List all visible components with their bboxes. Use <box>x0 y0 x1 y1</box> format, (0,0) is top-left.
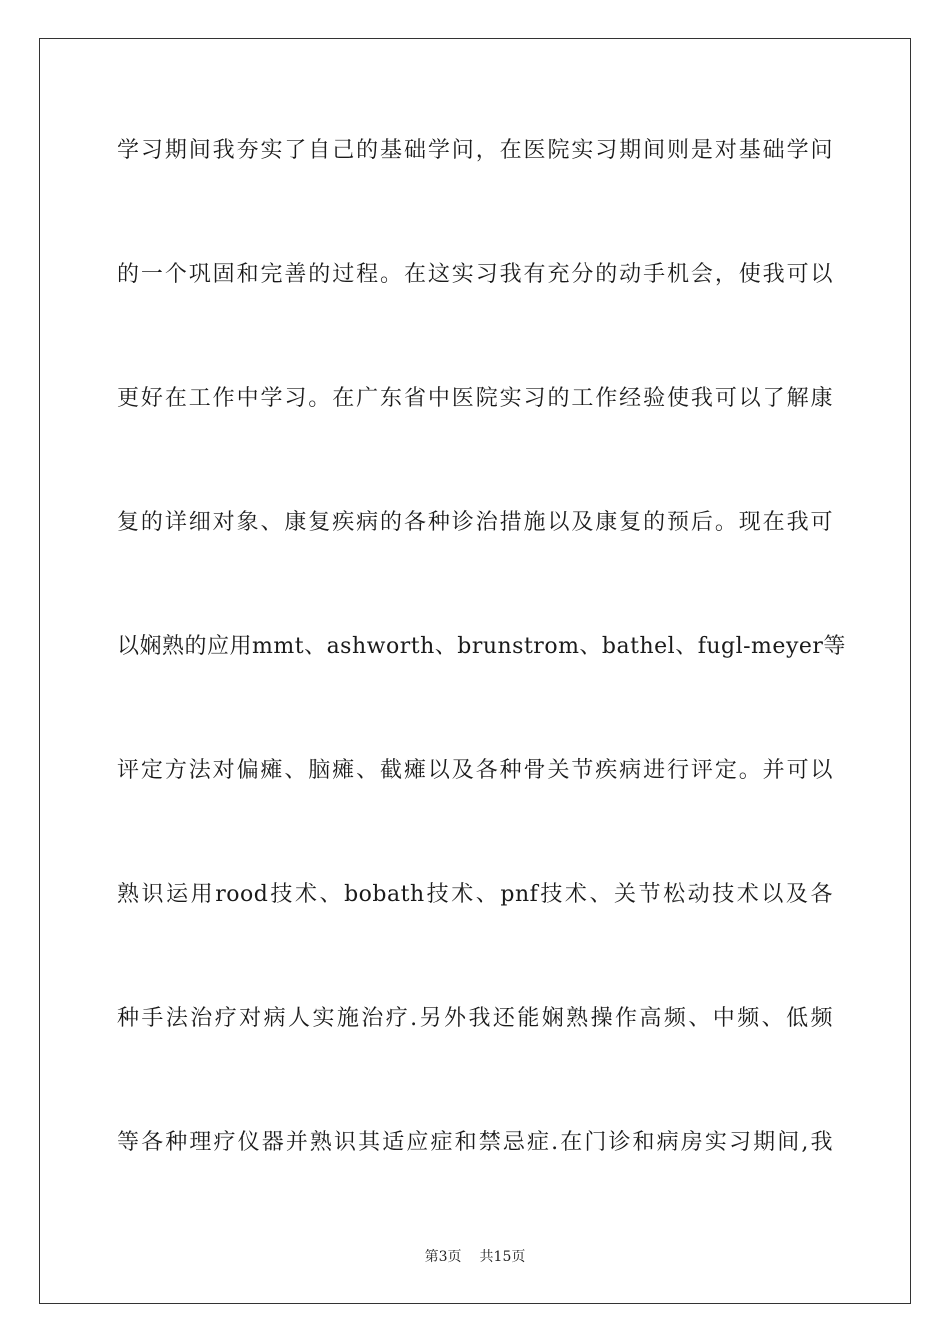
document-body <box>117 120 846 1236</box>
text-line: 以娴熟的应用mmt、ashworth、brunstrom、bathel、fugl-meyer等 <box>117 634 846 659</box>
total-pages: 共15页 <box>479 1249 526 1265</box>
text-line: 种手法治疗对病人实施治疗.另外我还能娴熟操作高频、中频、低频 <box>117 1006 833 1031</box>
text-line: 复的详细对象、康复疾病的各种诊治措施以及康复的预后。现在我可 <box>117 510 833 535</box>
text-line: 熟识运用rood技术、bobath技术、pnf技术、关节松动技术以及各 <box>117 882 833 907</box>
current-page-number: 第3页 <box>424 1249 462 1265</box>
page-footer <box>0 1246 950 1266</box>
text-line: 等各种理疗仪器并熟识其适应症和禁忌症.在门诊和病房实习期间,我 <box>117 1130 833 1155</box>
text-line: 学习期间我夯实了自己的基础学问，在医院实习期间则是对基础学问 <box>117 138 833 163</box>
text-line: 评定方法对偏瘫、脑瘫、截瘫以及各种骨关节疾病进行评定。并可以 <box>117 758 833 783</box>
text-line: 更好在工作中学习。在广东省中医院实习的工作经验使我可以了解康 <box>117 386 833 411</box>
text-line: 的一个巩固和完善的过程。在这实习我有充分的动手机会，使我可以 <box>117 262 833 287</box>
